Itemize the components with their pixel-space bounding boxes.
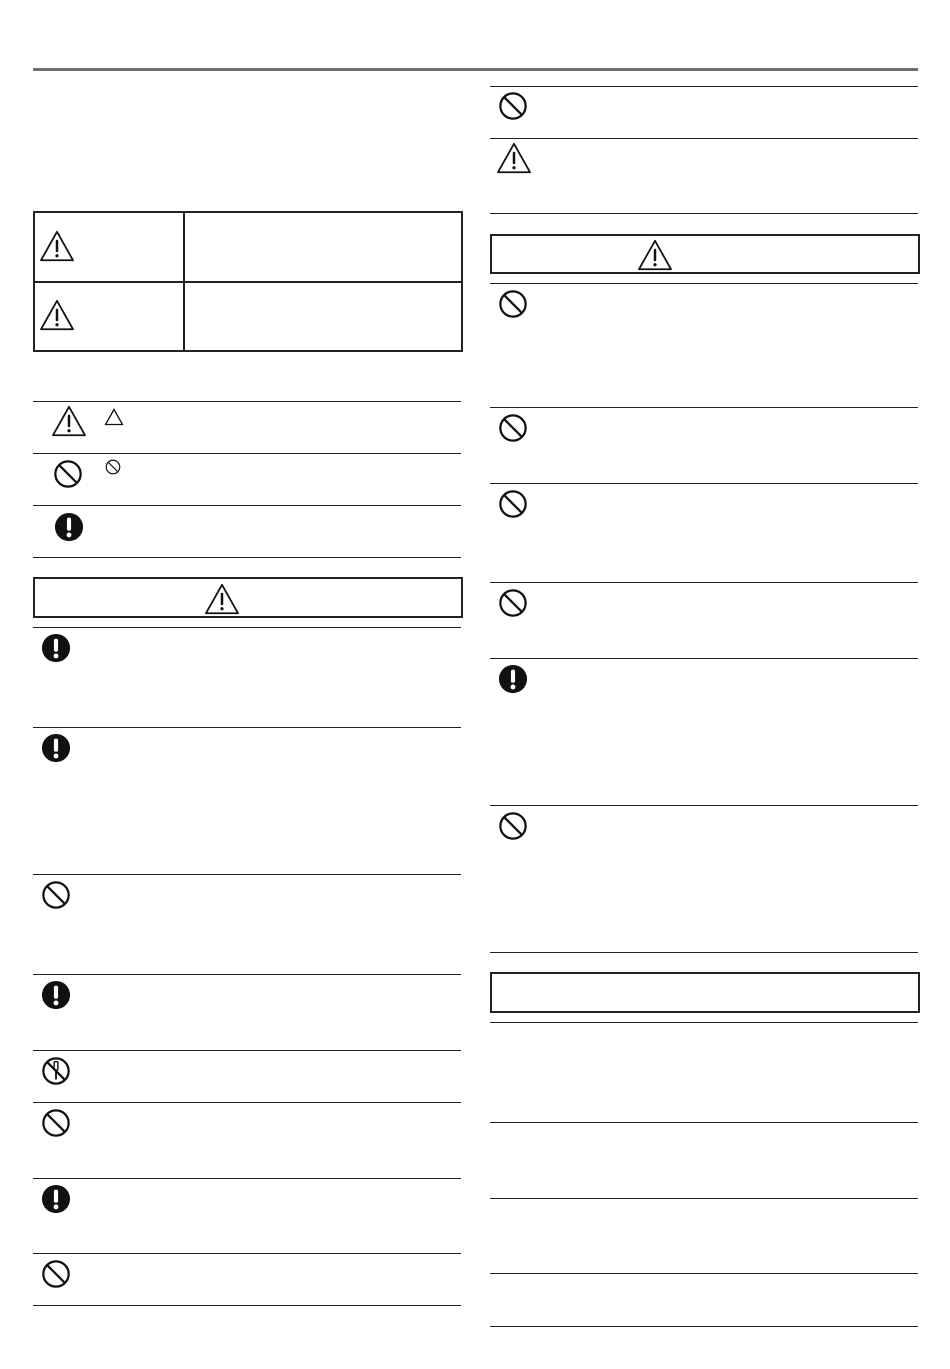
item-rule xyxy=(490,1273,918,1274)
item-rule xyxy=(33,874,461,875)
prohibition-icon xyxy=(498,811,528,841)
item-rule xyxy=(490,1198,918,1199)
prohibition-icon xyxy=(498,413,528,443)
warning-triangle-icon xyxy=(39,230,75,262)
mandatory-exclamation-icon xyxy=(498,664,528,694)
top-rule xyxy=(33,68,918,71)
item-rule xyxy=(33,1050,461,1051)
item-rule xyxy=(490,86,918,87)
prohibition-icon xyxy=(41,1259,71,1289)
prohibition-icon xyxy=(498,91,528,121)
item-rule xyxy=(490,952,918,953)
prohibition-icon xyxy=(498,489,528,519)
caution-section-header xyxy=(490,234,920,274)
signal-word-legend-table xyxy=(33,211,463,352)
no-disassembly-icon xyxy=(41,1056,71,1086)
item-rule xyxy=(490,283,918,284)
item-rule xyxy=(490,1122,918,1123)
prohibition-icon xyxy=(498,289,528,319)
small-prohibition-icon xyxy=(105,459,121,475)
warning-triangle-icon xyxy=(637,239,673,271)
item-rule xyxy=(490,213,918,214)
item-rule xyxy=(33,627,461,628)
item-rule xyxy=(490,805,918,806)
item-rule xyxy=(33,1102,461,1103)
mandatory-exclamation-icon xyxy=(41,633,71,663)
small-triangle-icon xyxy=(104,408,124,426)
mandatory-exclamation-icon xyxy=(41,1184,71,1214)
section-rule xyxy=(33,557,461,558)
item-rule xyxy=(490,658,918,659)
section-rule xyxy=(33,453,461,454)
prohibition-icon xyxy=(41,880,71,910)
item-rule xyxy=(33,727,461,728)
warning-triangle-icon xyxy=(51,405,87,437)
prohibition-icon xyxy=(41,1108,71,1138)
item-rule xyxy=(490,582,918,583)
warning-triangle-icon xyxy=(39,299,75,331)
section-rule xyxy=(33,505,461,506)
item-rule xyxy=(33,1305,461,1306)
section-rule xyxy=(33,401,461,402)
item-rule xyxy=(490,1326,918,1327)
mandatory-exclamation-icon xyxy=(41,733,71,763)
mandatory-exclamation-icon xyxy=(54,512,84,542)
item-rule xyxy=(490,138,918,139)
mandatory-exclamation-icon xyxy=(41,980,71,1010)
item-rule xyxy=(490,407,918,408)
warning-triangle-icon xyxy=(204,583,240,615)
prohibition-icon xyxy=(53,459,83,489)
warning-section-header xyxy=(33,577,463,618)
item-rule xyxy=(490,1022,918,1023)
notes-section-header xyxy=(490,972,920,1013)
item-rule xyxy=(490,483,918,484)
warning-triangle-icon xyxy=(496,142,532,174)
item-rule xyxy=(33,1253,461,1254)
item-rule xyxy=(33,1178,461,1179)
legend-divider-horizontal xyxy=(35,281,461,283)
prohibition-icon xyxy=(498,588,528,618)
item-rule xyxy=(33,974,461,975)
